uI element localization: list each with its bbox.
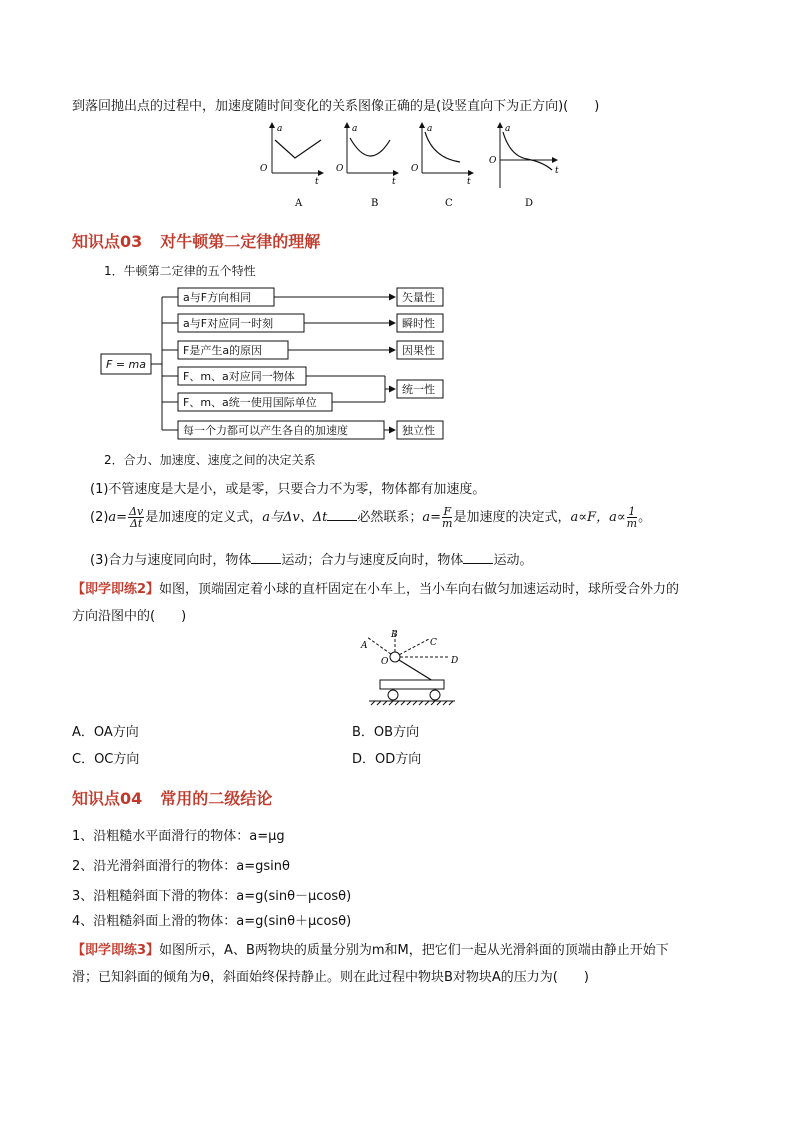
svg-text:D: D xyxy=(451,656,459,666)
result-box: 统一性 xyxy=(402,383,435,396)
characteristics-diagram xyxy=(100,284,450,444)
acceleration-graphs xyxy=(255,118,575,213)
graph-label: B xyxy=(371,198,379,209)
branch-box: a与F方向相同 xyxy=(183,291,252,304)
branch-box: F、m、a对应同一物体 xyxy=(183,370,295,383)
sub-heading: 1．牛顿第二定律的五个特性 xyxy=(104,264,256,278)
x-axis-label: t xyxy=(555,166,559,176)
result-box: 矢量性 xyxy=(402,291,435,304)
section-number: 知识点03 xyxy=(72,232,143,251)
origin-label: O xyxy=(260,164,268,174)
section-number: 知识点04 xyxy=(72,789,143,808)
origin-label: O xyxy=(489,156,497,166)
branch-box: F、m、a统一使用国际单位 xyxy=(183,396,317,409)
option-d[interactable]: D．OD方向 xyxy=(352,752,422,767)
exercise-tag: 【即学即练2】 xyxy=(72,582,160,597)
svg-text:C: C xyxy=(430,638,437,648)
origin-label: O xyxy=(336,164,344,174)
sub-heading: 2．合力、加速度、速度之间的决定关系 xyxy=(104,453,316,467)
conclusion-item: 3、沿粗糙斜面下滑的物体：a=g(sinθ－μcosθ) xyxy=(72,889,352,904)
option-a[interactable]: A．OA方向 xyxy=(72,725,139,740)
result-box: 因果性 xyxy=(402,344,435,357)
section-title: 对牛顿第二定律的理解 xyxy=(160,232,321,251)
conclusion-item: 1、沿粗糙水平面滑行的物体：a=μg xyxy=(72,829,285,844)
paragraph: (1)不管速度是大是小，或是零，只要合力不为零，物体都有加速度。 xyxy=(90,482,486,497)
result-box: 瞬时性 xyxy=(402,317,435,330)
section-title: 常用的二级结论 xyxy=(160,789,273,808)
result-box: 独立性 xyxy=(402,424,435,437)
paragraph: (2)a= $\frac{\Delta v}{\Delta t}$ 是加速度的定义式，a与Δv、Δt 必然联系；a= $\frac{F}{m}$ 是加速度的决定式，a∝F，a∝ $\frac{1}{m}$ 。 xyxy=(90,505,652,530)
graph-c xyxy=(411,123,473,209)
y-axis-label: a xyxy=(352,124,358,134)
y-axis-label: a xyxy=(277,124,283,134)
option-c[interactable]: C．OC方向 xyxy=(72,752,140,767)
option-b[interactable]: B．OB方向 xyxy=(352,725,420,740)
cart-figure xyxy=(355,625,465,715)
graph-label: C xyxy=(445,198,453,209)
graph-label: A xyxy=(295,198,303,209)
section-heading xyxy=(72,229,320,252)
x-axis-label: t xyxy=(392,177,396,187)
y-axis-label: a xyxy=(427,124,433,134)
y-axis-label: a xyxy=(505,124,511,134)
branch-box: 每一个力都可以产生各自的加速度 xyxy=(183,424,348,437)
graph-b xyxy=(336,123,398,209)
section-heading xyxy=(72,786,272,809)
conclusion-item: 4、沿粗糙斜面上滑的物体：a=g(sinθ＋μcosθ) xyxy=(72,914,352,929)
paragraph: (3)合力与速度同向时，物体 运动；合力与速度反向时，物体 运动。 xyxy=(90,553,533,568)
x-axis-label: t xyxy=(467,177,471,187)
exercise-text: 【即学即练3】如图所示，A、B两物块的质量分别为m和M，把它们一起从光滑斜面的顶端由静止开始下 xyxy=(72,943,669,958)
graph-label: D xyxy=(525,198,534,209)
conclusion-item: 2、沿光滑斜面滑行的物体：a=gsinθ xyxy=(72,859,290,874)
branch-box: F是产生a的原因 xyxy=(183,344,263,357)
branch-box: a与F对应同一时刻 xyxy=(183,317,274,330)
svg-text:O: O xyxy=(381,657,389,667)
graph-a xyxy=(260,123,323,209)
graph-d xyxy=(489,123,559,209)
x-axis-label: t xyxy=(315,177,319,187)
svg-text:B: B xyxy=(391,630,398,640)
svg-text:A: A xyxy=(361,641,368,651)
origin-label: O xyxy=(411,164,419,174)
exercise-text: 方向沿图中的( ) xyxy=(72,609,187,624)
exercise-text: 滑；已知斜面的倾角为θ，斜面始终保持静止。则在此过程中物块B对物块A的压力为( ) xyxy=(72,970,589,985)
root-box: F = ma xyxy=(106,358,146,371)
exercise-text: 【即学即练2】如图，顶端固定着小球的直杆固定在小车上，当小车向右做匀加速运动时，球所受合外力的 xyxy=(72,582,680,597)
question-text: 到落回抛出点的过程中，加速度随时间变化的关系图像正确的是(设竖直向下为正方向)( ) xyxy=(72,99,600,114)
exercise-tag: 【即学即练3】 xyxy=(72,943,160,958)
